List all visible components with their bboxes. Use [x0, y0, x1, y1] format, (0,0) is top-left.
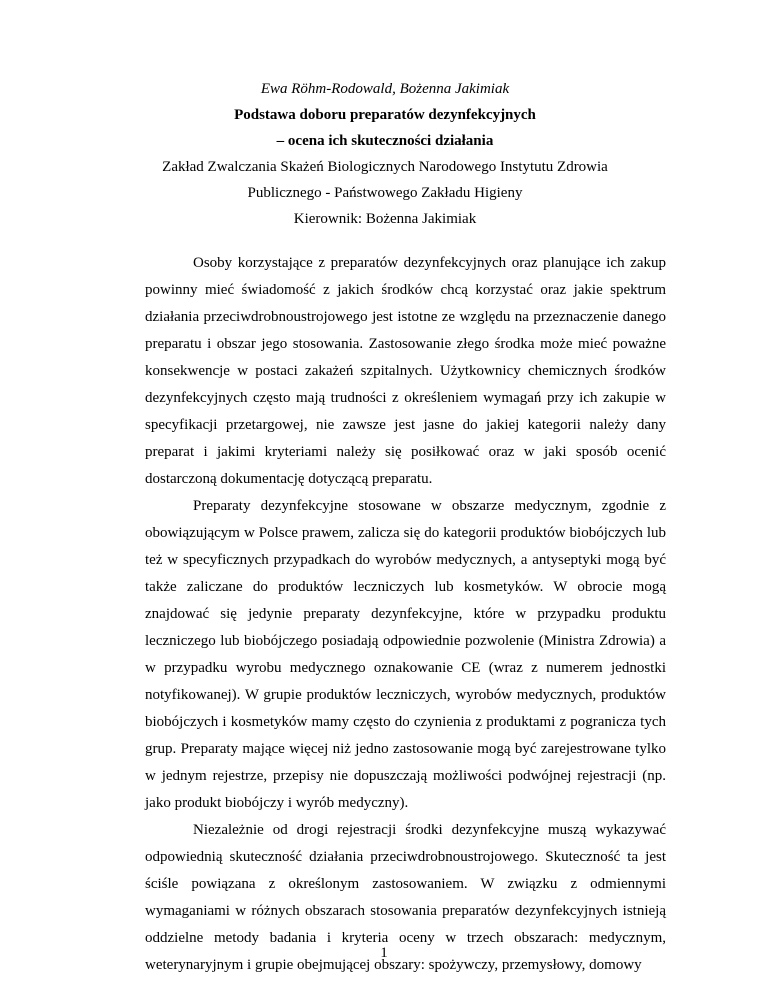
- paragraph-1: Osoby korzystające z preparatów dezynfekcyjnych oraz planujące ich zakup powinny mieć świadomość z jakich środków chcą korzystać oraz jakie spektrum działania przeciwdrobnoustrojowego jest istotne ze względu na przeznaczenie danego preparatu i obszar jego stosowania. Zastosowanie złego środka może mieć poważne konsekwencje w postaci zakażeń szpitalnych. Użytkownicy chemicznych środków dezynfekcyjnych często mają trudności z określeniem wymagań przy ich zakupie w specyfikacji przetargowej, nie zawsze jest jasne do jakiej kategorii należy dany preparat i jakimi kryteriami należy się posiłkować oraz w jaki sposób ocenić dostarczoną dokumentację dotyczącą preparatu.: [145, 255, 666, 487]
- document-header: [140, 76, 630, 232]
- document-title: Podstawa doboru preparatów dezynfekcyjnych: [234, 107, 536, 123]
- page-number: 1: [380, 945, 388, 961]
- department-head: Kierownik: Bożenna Jakimiak: [293, 211, 477, 227]
- body-text: [145, 250, 666, 979]
- document-subtitle: – ocena ich skuteczności działania: [276, 133, 494, 149]
- authors: Ewa Röhm-Rodowald, Bożenna Jakimiak: [260, 81, 510, 97]
- institution-line-1: Zakład Zwalczania Skażeń Biologicznych Narodowego Instytutu Zdrowia: [162, 159, 608, 175]
- paragraph-3: Niezależnie od drogi rejestracji środki dezynfekcyjne muszą wykazywać odpowiednią skuteczność działania przeciwdrobnoustrojowego. Skuteczność ta jest ściśle powiązana z określonym zastosowaniem. W związku z odmiennymi wymaganiami w różnych obszarach stosowania preparatów dezynfekcyjnych istnieją oddzielne metody badania i kryteria oceny w trzech obszarach: medycznym, weterynaryjnym i grupie obejmującej obszary: spożywczy, przemysłowy, domowy: [145, 822, 666, 973]
- paragraph-2: Preparaty dezynfekcyjne stosowane w obszarze medycznym, zgodnie z obowiązującym w Polsce prawem, zalicza się do kategorii produktów biobójczych lub też w specyficznych przypadkach do wyrobów medycznych, a antyseptyki mogą być także zaliczane do produktów leczniczych lub kosmetyków. W obrocie mogą znajdować się jedynie preparaty dezynfekcyjne, które w przypadku produktu leczniczego lub biobójczego posiadają odpowiednie pozwolenie (Ministra Zdrowia) a w przypadku wyrobu medycznego oznakowanie CE (wraz z numerem jednostki notyfikowanej). W grupie produktów leczniczych, wyrobów medycznych, produktów biobójczych i kosmetyków mamy często do czynienia z produktami z pogranicza tych grup. Preparaty mające więcej niż jedno zastosowanie mogą być zarejestrowane tylko w jednym rejestrze, przepisy nie dopuszczają możliwości podwójnej rejestracji (np. jako produkt biobójczy i wyrób medyczny).: [145, 498, 666, 811]
- institution-line-2: Publicznego - Państwowego Zakładu Higieny: [247, 185, 523, 201]
